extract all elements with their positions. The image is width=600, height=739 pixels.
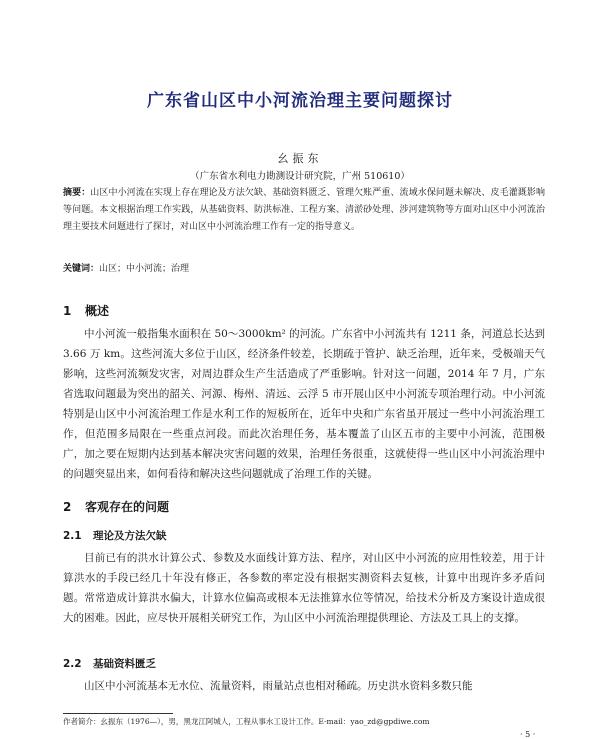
section-2-2-paragraph: 山区中小河流基本无水位、流量资料，雨量站点也相对稀疏。历史洪水资料多数只能 xyxy=(84,680,473,692)
section-2-1-paragraph: 目前已有的洪水计算公式、参数及水面线计算方法、程序，对山区中小河流的应用性较差，用于计算洪水的手段已经几十年没有修正，各参数的率定没有根据实测资料去复核，计算中出现许多矛盾问题。常常造成计算洪水偏大，计算水位偏高或根本无法推算水位等情况，给技术分析及方案设计造成很大的困难。因此，应尽快开展相关研究工作，为山区中小河流治理提供理论、方法及工具上的支撑。 xyxy=(63,552,545,624)
page-number: · 5 · xyxy=(520,730,536,739)
author-name: 幺振东 xyxy=(277,152,323,165)
keywords-label: 关键词： xyxy=(63,264,100,274)
keywords-text: 山区；中小河流；治理 xyxy=(99,264,190,274)
section-1-paragraph: 中小河流一般指集水面积在 50～3000km² 的河流。广东省中小河流共有 1211 条，河道总长达到 3.66 万 km。这些河流大多位于山区，经济条件较差，长期疏于管护、缺乏治理，近年来，受极端天气影响，这些河流频发灾害，对周边群众生产生活造成了严重影响。针对这一问题，2014 年 7 月，广东省选取问题最为突出的韶关、河源、梅州、清远、云浮 5 市开展山区中小河流专项治理行动。中小河流特别是山区中小河流治理工作是水利工作的短板所在，近年中央和广东省虽开展过一些中小河流治理工作，但范围多局限在一些重点河段。而此次治理任务，基本覆盖了山区五市的主要中小河流，范围极广，加之要在短期内达到基本解决灾害问题的效果，治理任务很重，这就使得一些山区中小河流治理中的问题突显出来，如何看待和解决这些问题就成了治理工作的关键。 xyxy=(63,328,545,480)
section-2-2-heading xyxy=(63,656,156,671)
section-2-1-number: 2.1 xyxy=(63,530,82,542)
paper-title: 广东省山区中小河流治理主要问题探讨 xyxy=(147,91,453,111)
keywords xyxy=(63,261,545,274)
section-2-2-title: 基础资料匮乏 xyxy=(93,658,156,670)
section-1-title: 概述 xyxy=(85,304,110,318)
section-1-heading xyxy=(63,302,109,319)
section-1-number: 1 xyxy=(63,304,72,318)
abstract xyxy=(63,185,545,236)
author-footnote: 作者简介：幺振东（1976—），男，黑龙江阿城人，工程从事水工设计工作。E-mail：yao_zd@gpdiwe.com xyxy=(63,717,430,726)
section-2-2-number: 2.2 xyxy=(63,658,82,670)
section-2-heading xyxy=(63,498,169,515)
author-affiliation: （广东省水利电力勘测设计研究院，广州 510610） xyxy=(190,171,410,182)
section-2-number: 2 xyxy=(63,500,72,514)
section-2-1-heading xyxy=(63,528,167,543)
footnote-rule xyxy=(63,713,173,714)
abstract-text: 山区中小河流在实现上存在理论及方法欠缺、基础资料匮乏、管理欠账严重、流域水保问题未解决、皮毛灌溉影响等问题。本文根据治理工作实践，从基础资料、防洪标准、工程方案、清淤砂处理、涉河建筑物等方面对山区中小河流治理主要技术问题进行了探讨，对山区中小河流治理工作有一定的指导意义。 xyxy=(63,188,545,232)
abstract-label: 摘要： xyxy=(63,188,91,198)
section-2-1-title: 理论及方法欠缺 xyxy=(93,530,167,542)
section-2-title: 客观存在的问题 xyxy=(85,500,170,514)
